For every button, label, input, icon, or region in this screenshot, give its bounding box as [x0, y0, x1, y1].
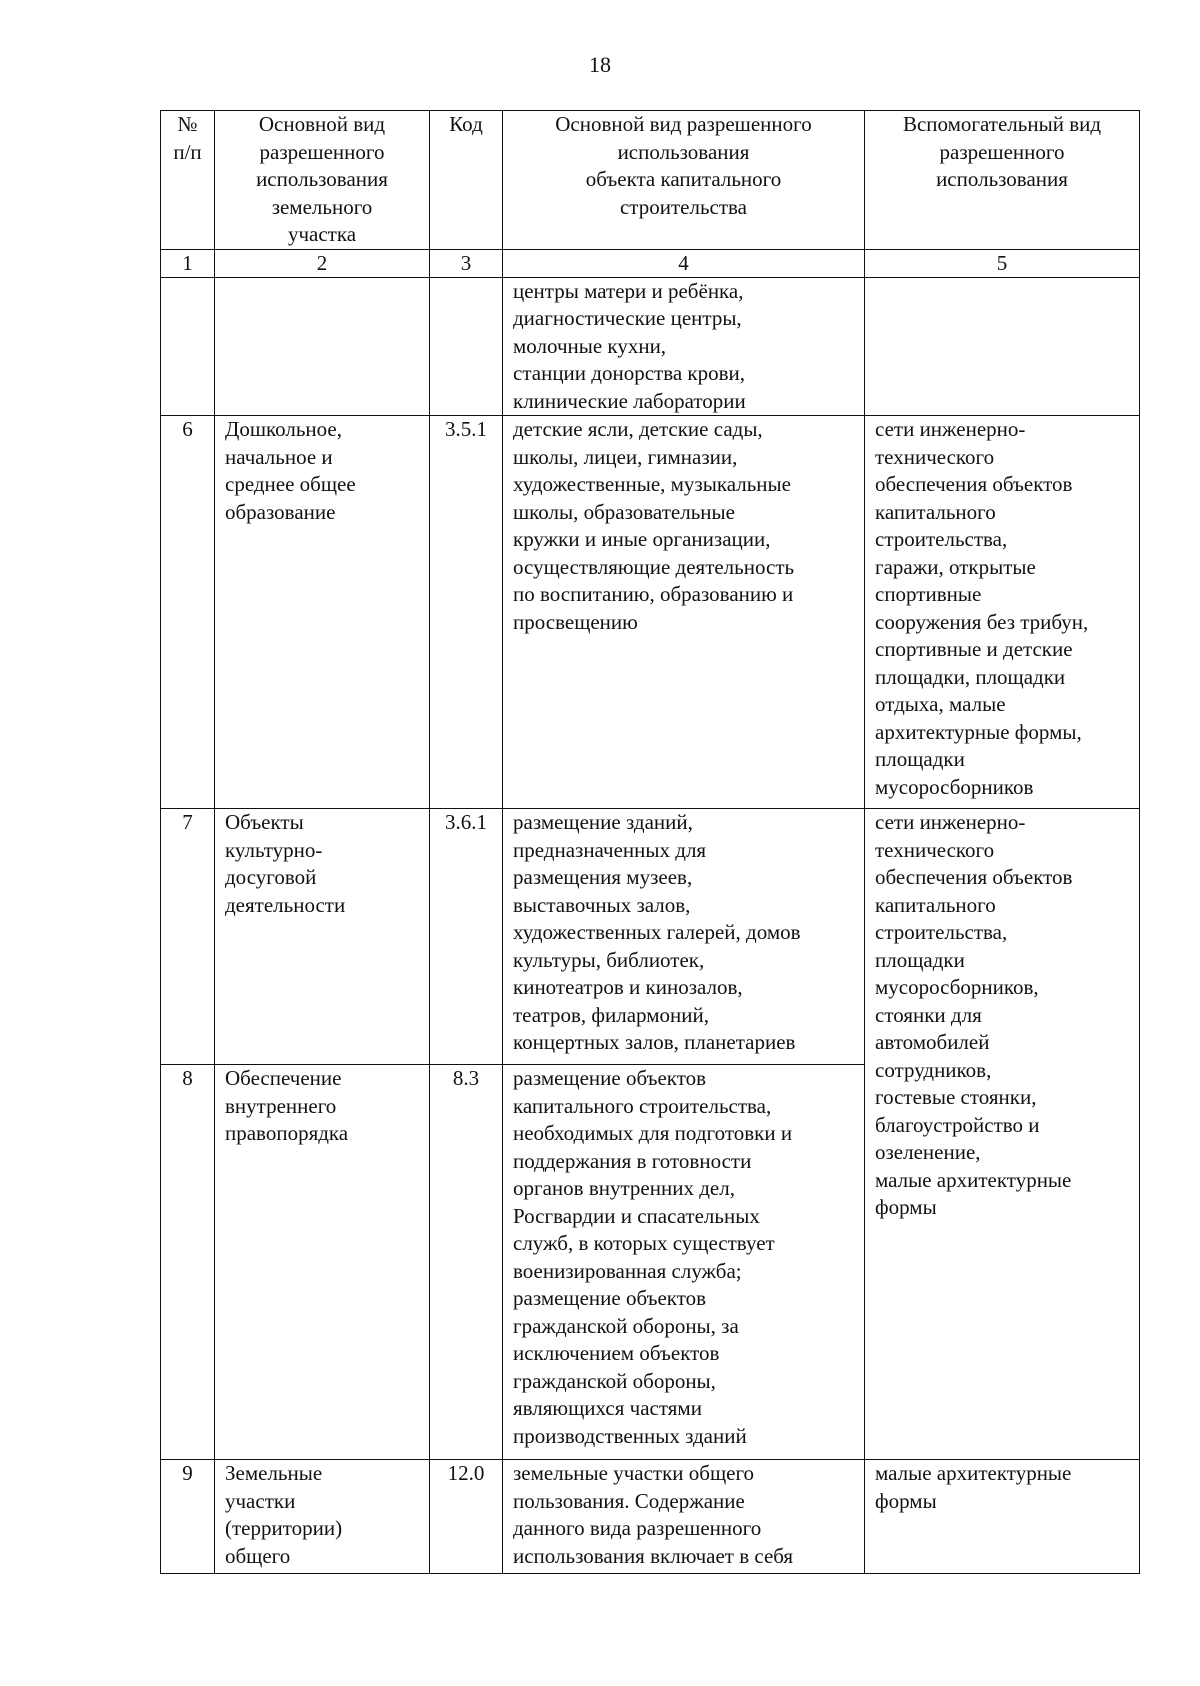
aux-use-line: благоустройство и — [875, 1112, 1040, 1137]
use-code — [430, 809, 503, 1065]
main-use-line: просвещению — [513, 609, 638, 634]
header-line: Код — [449, 112, 483, 136]
aux-use-line: формы — [875, 1488, 937, 1513]
main-use-line: являющихся частями — [513, 1396, 702, 1420]
main-use-line: использования включает в себя — [513, 1543, 794, 1568]
aux-use — [865, 1460, 1140, 1574]
aux-use-line: спортивные — [875, 582, 982, 606]
cell-text: 6 — [182, 417, 193, 441]
aux-use-line: отдыха, малые — [875, 692, 1006, 716]
main-use-line: центры матери и ребёнка, — [513, 278, 744, 303]
column-number — [865, 249, 1140, 277]
main-use — [503, 416, 865, 809]
column-number — [215, 249, 430, 277]
column-number — [161, 249, 215, 277]
main-use-line: концертных залов, планетариев — [513, 1030, 796, 1054]
cell-text: 7 — [182, 810, 193, 834]
cell-text: 2 — [316, 250, 328, 275]
header-line: участка — [287, 222, 357, 246]
aux-use-line: озеленение, — [875, 1140, 981, 1164]
aux-use-line: гостевые стоянки, — [875, 1085, 1037, 1109]
header-line: разрешенного — [939, 139, 1065, 164]
cell-text: 3 — [460, 250, 472, 275]
main-use-line: необходимых для подготовки и — [513, 1121, 793, 1145]
aux-use-line: автомобилей — [875, 1030, 990, 1054]
main-use-line: кружки и иные организации, — [513, 527, 771, 551]
use-code — [430, 1065, 503, 1460]
cell-text: 5 — [996, 250, 1008, 275]
main-use-line: театров, филармоний, — [513, 1002, 709, 1027]
aux-use-line: стоянки для — [875, 1002, 982, 1027]
header-line: Основной вид — [258, 112, 386, 136]
main-use-line: исключением объектов — [513, 1341, 720, 1365]
land-use-line: начальное и — [225, 444, 333, 469]
aux-use — [865, 809, 1140, 1460]
land-use-name — [215, 1065, 430, 1460]
main-use-line: станции донорства крови, — [513, 361, 746, 385]
header-main-use — [503, 111, 865, 250]
land-use-name — [215, 809, 430, 1065]
main-use-line: художественных галерей, домов — [513, 920, 801, 944]
aux-use-line: технического — [875, 837, 995, 862]
main-use-line: данного вида разрешенного — [513, 1516, 762, 1540]
header-line: разрешенного — [259, 139, 385, 164]
land-use-line: участки — [225, 1488, 296, 1513]
main-use — [503, 277, 865, 416]
main-use-line: осуществляющие деятельность — [513, 554, 795, 579]
aux-use-line: технического — [875, 444, 995, 469]
column-number — [503, 249, 865, 277]
row-number — [161, 809, 215, 1065]
cell-text: 12.0 — [447, 1461, 485, 1485]
main-use-line: размещение объектов — [513, 1066, 707, 1090]
main-use-line: пользования. Содержание — [513, 1488, 745, 1513]
aux-use-line: формы — [875, 1195, 937, 1219]
land-use-line: Земельные — [225, 1461, 323, 1485]
header-line: строительства — [619, 194, 747, 219]
row-number — [161, 277, 215, 416]
land-use-line: Объекты — [225, 810, 304, 834]
table-row — [161, 277, 1140, 416]
main-use-line: выставочных залов, — [513, 892, 691, 917]
use-code — [430, 1460, 503, 1574]
main-use-line: служб, в которых существует — [513, 1231, 775, 1255]
column-number — [430, 249, 503, 277]
aux-use-line: строительства, — [875, 920, 1008, 944]
aux-use-line: капитального — [875, 892, 996, 917]
aux-use-line: обеспечения объектов — [875, 865, 1073, 889]
use-code — [430, 277, 503, 416]
land-use-line: внутреннего — [225, 1093, 337, 1118]
land-use-name — [215, 277, 430, 416]
land-use-line: общего — [225, 1543, 291, 1568]
land-use-line: деятельности — [225, 892, 346, 917]
aux-use-line: обеспечения объектов — [875, 472, 1073, 496]
header-line: объекта капитального — [585, 167, 782, 191]
table-row — [161, 416, 1140, 809]
main-use-line: по воспитанию, образованию и — [513, 582, 794, 606]
aux-use-line: спортивные и детские — [875, 637, 1073, 661]
land-use-line: среднее общее — [225, 472, 356, 496]
main-use-line: производственных зданий — [513, 1423, 747, 1448]
aux-use-line: капитального — [875, 499, 996, 524]
main-use-line: школы, образовательные — [513, 499, 735, 524]
aux-use-line: сотрудников, — [875, 1057, 992, 1082]
header-line: № — [177, 112, 198, 136]
land-use-name — [215, 1460, 430, 1574]
header-number — [161, 111, 215, 250]
cell-text: 4 — [678, 250, 689, 275]
main-use-line: художественные, музыкальные — [513, 472, 791, 496]
header-line: использования — [617, 139, 750, 164]
land-use-line: образование — [225, 499, 336, 524]
header-aux-use — [865, 111, 1140, 250]
land-use-line: досуговой — [225, 865, 317, 889]
header-land-use — [215, 111, 430, 250]
cell-text: 8.3 — [452, 1066, 480, 1090]
cell-text: 1 — [182, 250, 193, 275]
header-line: п/п — [173, 139, 202, 164]
aux-use-line: малые архитектурные — [875, 1461, 1072, 1485]
aux-use-line: архитектурные формы, — [875, 719, 1082, 744]
land-use-line: правопорядка — [225, 1121, 349, 1145]
aux-use-line: площадки — [875, 747, 965, 771]
main-use-line: земельные участки общего — [513, 1461, 755, 1485]
page-number: 18 — [589, 52, 611, 77]
header-line: использования — [256, 167, 388, 191]
row-number — [161, 1065, 215, 1460]
header-line: использования — [936, 167, 1068, 191]
main-use-line: молочные кухни, — [513, 333, 667, 358]
main-use-line: культуры, библиотек, — [513, 947, 705, 972]
main-use-line: школы, лицеи, гимназии, — [513, 444, 738, 469]
use-code — [430, 416, 503, 809]
cell-text: 8 — [182, 1066, 193, 1090]
main-use — [503, 1065, 865, 1460]
aux-use-line: сооружения без трибун, — [875, 609, 1089, 634]
main-use-line: гражданской обороны, за — [513, 1313, 739, 1338]
header-code — [430, 111, 503, 250]
main-use-line: диагностические центры, — [513, 306, 742, 330]
main-use-line: клинические лаборатории — [513, 388, 746, 413]
main-use-line: размещение зданий, — [513, 810, 693, 834]
table-row — [161, 1460, 1140, 1574]
main-use-line: детские ясли, детские сады, — [513, 417, 763, 441]
header-line: Основной вид разрешенного — [555, 112, 812, 136]
main-use-line: поддержания в готовности — [513, 1148, 752, 1173]
aux-use-line: площадки — [875, 947, 965, 972]
row-number — [161, 1460, 215, 1574]
aux-use-line: сети инженерно- — [875, 417, 1026, 441]
aux-use-line: мусоросборников, — [875, 975, 1039, 999]
aux-use-line: мусоросборников — [875, 774, 1034, 799]
land-use-name — [215, 416, 430, 809]
table-header-row — [161, 111, 1140, 250]
column-numbers-row — [161, 249, 1140, 277]
table-row — [161, 809, 1140, 1065]
main-use-line: гражданской обороны, — [513, 1368, 716, 1393]
land-use-table — [160, 110, 1140, 1574]
main-use — [503, 809, 865, 1065]
aux-use-line: малые архитектурные — [875, 1167, 1072, 1192]
main-use-line: размещения музеев, — [513, 865, 693, 889]
main-use-line: кинотеатров и кинозалов, — [513, 975, 743, 999]
aux-use-line: строительства, — [875, 527, 1008, 551]
main-use-line: капитального строительства, — [513, 1093, 772, 1118]
main-use-line: Росгвардии и спасательных — [513, 1203, 760, 1228]
aux-use-line: площадки, площадки — [875, 664, 1066, 689]
cell-text: 3.5.1 — [445, 417, 487, 441]
aux-use-line: гаражи, открытые — [875, 554, 1036, 579]
header-line: Вспомогательный вид — [902, 112, 1102, 136]
cell-text: 9 — [182, 1461, 193, 1485]
aux-use — [865, 277, 1140, 416]
header-line: земельного — [271, 194, 373, 219]
main-use-line: органов внутренних дел, — [513, 1176, 735, 1200]
main-use-line: военизированная служба; — [513, 1258, 742, 1283]
aux-use-line: сети инженерно- — [875, 810, 1026, 834]
land-use-line: Обеспечение — [225, 1066, 342, 1090]
main-use — [503, 1460, 865, 1574]
land-use-line: (территории) — [225, 1516, 343, 1540]
main-use-line: предназначенных для — [513, 837, 707, 862]
row-number — [161, 416, 215, 809]
cell-text: 3.6.1 — [445, 810, 487, 834]
land-use-line: Дошкольное, — [225, 417, 342, 441]
main-use-line: размещение объектов — [513, 1286, 707, 1310]
aux-use — [865, 416, 1140, 809]
land-use-line: культурно- — [225, 837, 323, 862]
